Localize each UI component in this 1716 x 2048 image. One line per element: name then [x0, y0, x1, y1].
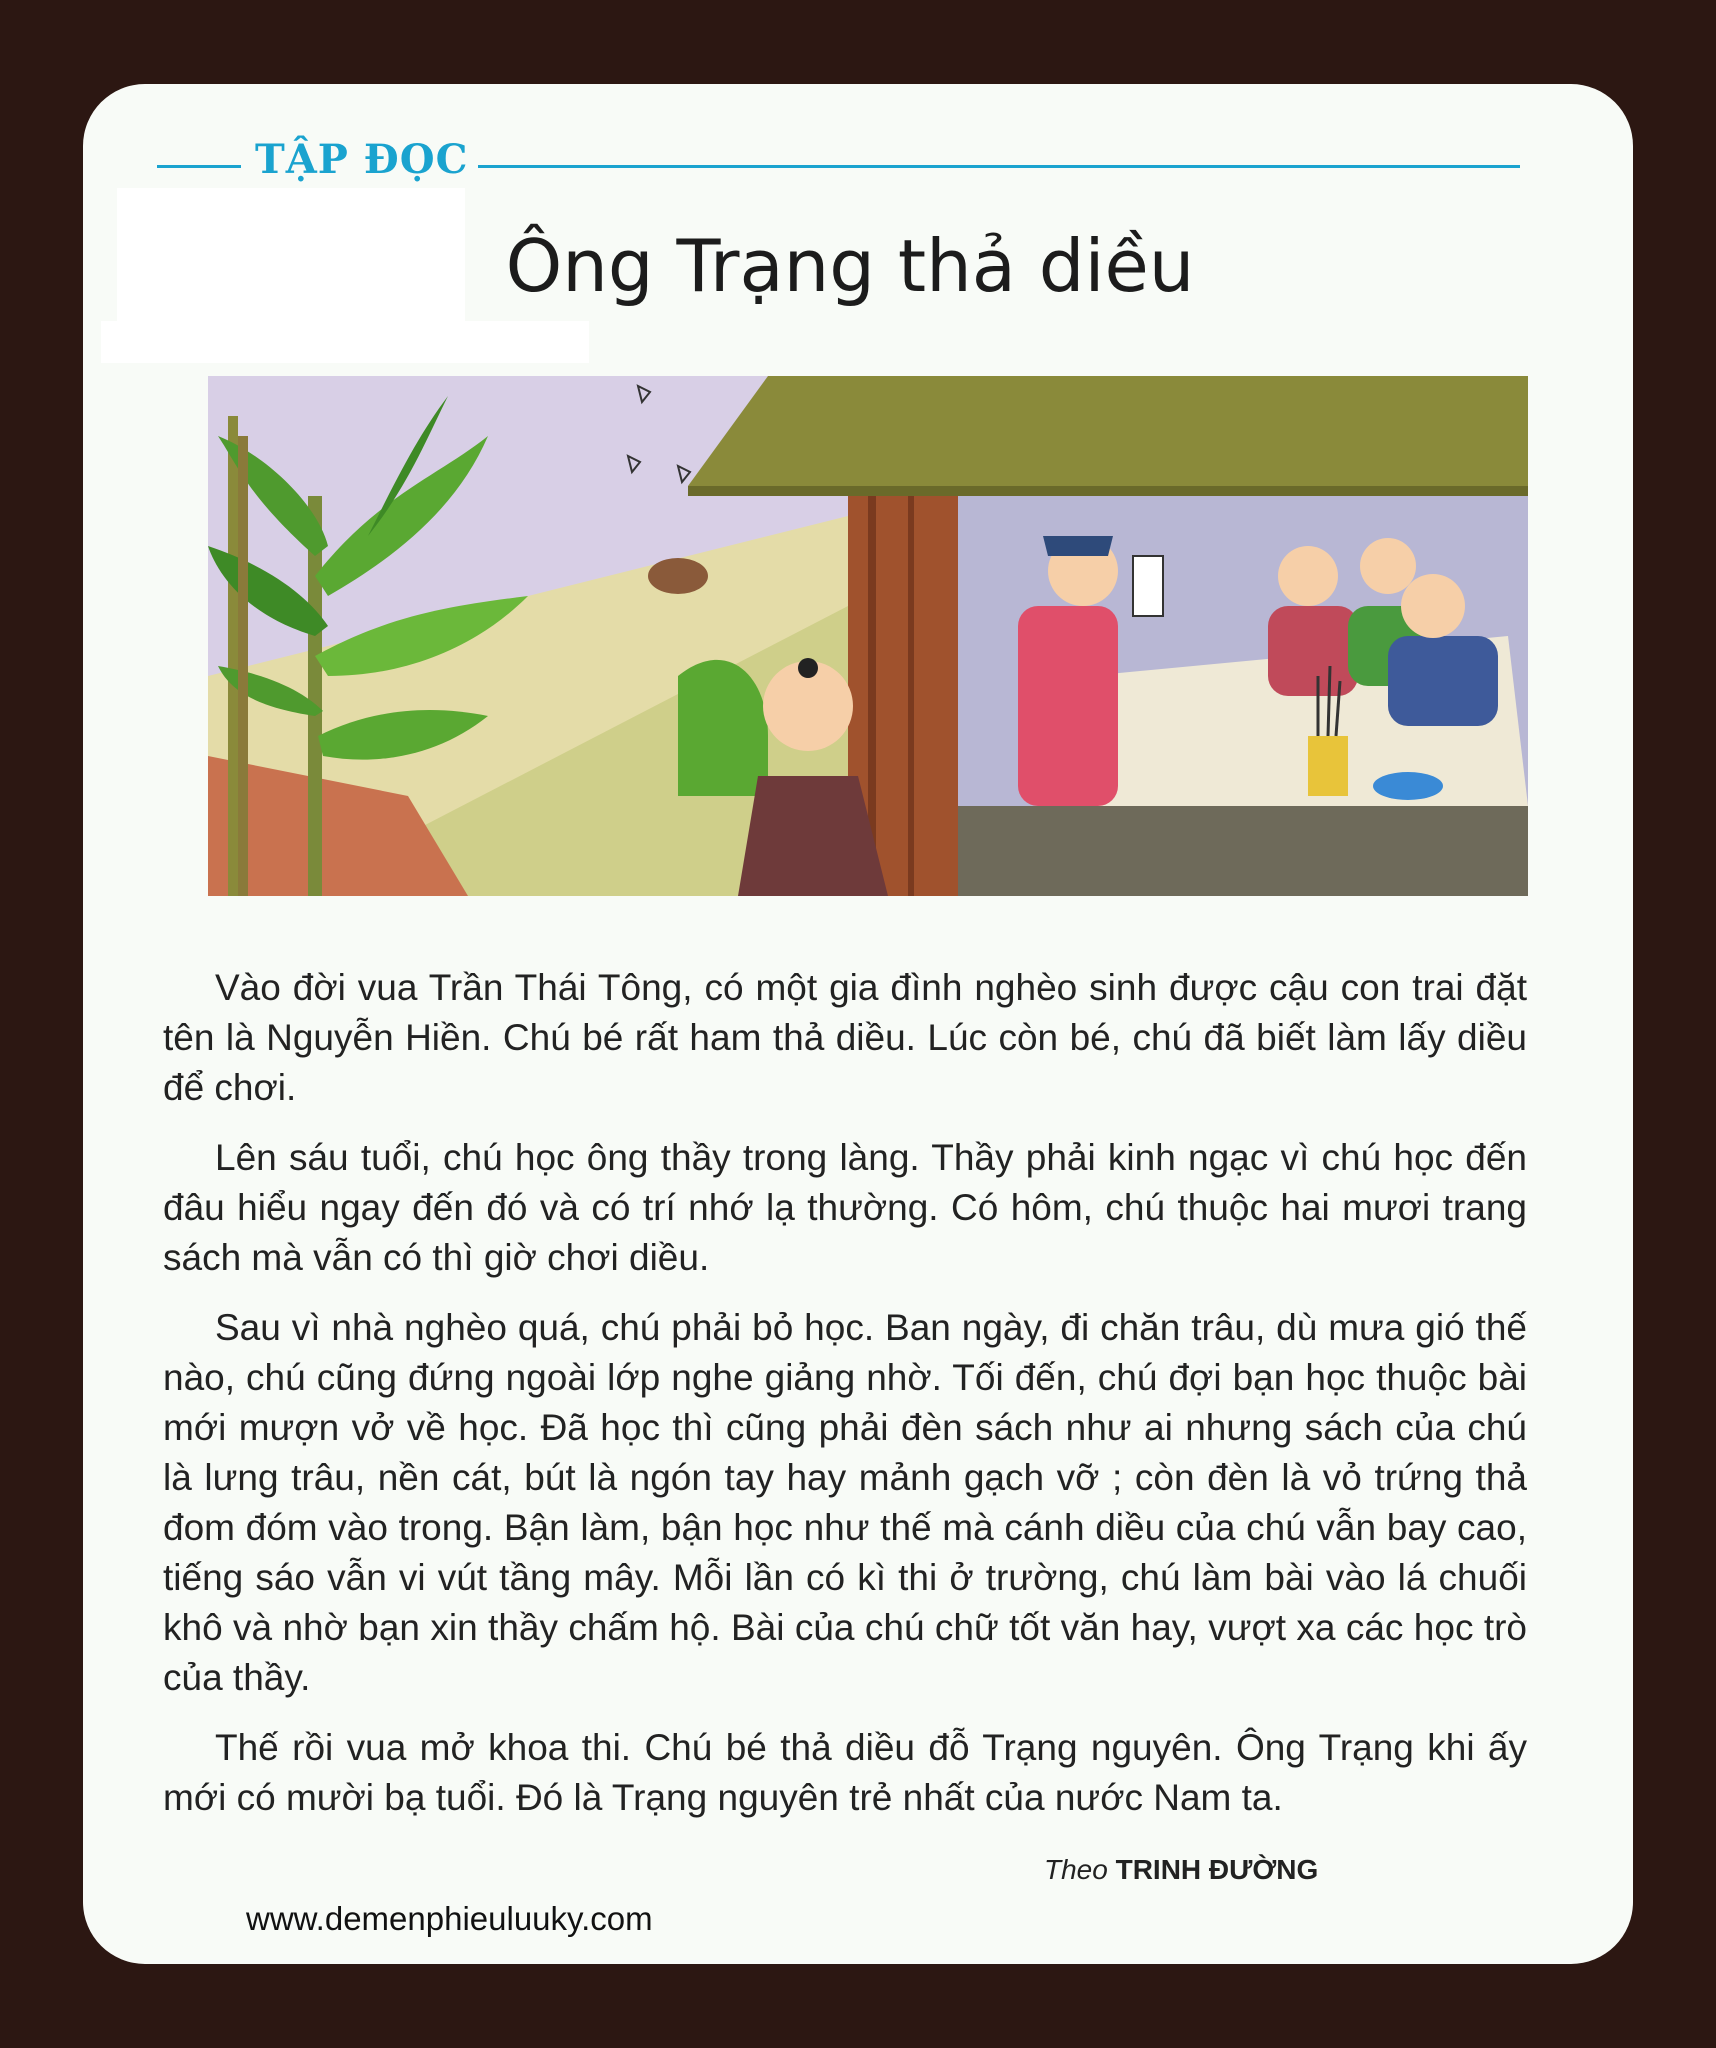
section-rule-right [478, 165, 1520, 168]
section-label: TẬP ĐỌC [255, 136, 469, 183]
blank-patch [101, 321, 589, 363]
attribution-author: TRINH ĐƯỜNG [1115, 1854, 1319, 1885]
story-text [163, 963, 1527, 1843]
buffalo [648, 558, 708, 594]
story-paragraph: Sau vì nhà nghèo quá, chú phải bỏ học. Ban ngày, đi chăn trâu, dù mưa gió thế nào, chú cũng đứng ngoài lớp nghe giảng nhờ. Tối đến, chú đợi bạn học thuộc bài mới mượn vở về học. Đã học thì cũng phải đèn sách như ai nhưng sách của chú là lưng trâu, nền cát, bút là ngón tay hay mảnh gạch vỡ ; còn đèn là vỏ trứng thả đom đóm vào trong. Bận làm, bận học như thế mà cánh diều của chú vẫn bay cao, tiếng sáo vẫn vi vút tầng mây. Mỗi lần có kì thi ở trường, chú làm bài vào lá chuối khô và nhờ bạn xin thầy chấm hộ. Bài của chú chữ tốt văn hay, vượt xa các học trò của thầy. [163, 1307, 1527, 1698]
thatch-roof [688, 376, 1528, 486]
story-paragraph: Vào đời vua Trần Thái Tông, có một gia đình nghèo sinh được cậu con trai đặt tên là Nguyễn Hiền. Chú bé rất ham thả diều. Lúc còn bé, chú đã biết làm lấy diều để chơi. [163, 967, 1527, 1108]
section-rule-left [157, 165, 241, 168]
story-paragraph: Thế rồi vua mở khoa thi. Chú bé thả diều đỗ Trạng nguyên. Ông Trạng khi ấy mới có mười bạ tuổi. Đó là Trạng nguyên trẻ nhất của nước Nam ta. [163, 1727, 1527, 1818]
story-paragraph: Lên sáu tuổi, chú học ông thầy trong làng. Thầy phải kinh ngạc vì chú học đến đâu hiểu ngay đến đó và có trí nhớ lạ thường. Có hôm, chú thuộc hai mươi trang sách mà vẫn có thì giờ chơi diều. [163, 1137, 1527, 1278]
page-title: Ông Trạng thả diều [505, 224, 1195, 308]
brush-holder [1308, 736, 1348, 796]
inkstone [1373, 772, 1443, 800]
attribution-prefix: Theo [1044, 1854, 1108, 1885]
website-url[interactable]: www.demenphieuluuky.com [246, 1900, 653, 1937]
lesson-illustration [208, 376, 1528, 896]
attribution [1044, 1854, 1318, 1886]
